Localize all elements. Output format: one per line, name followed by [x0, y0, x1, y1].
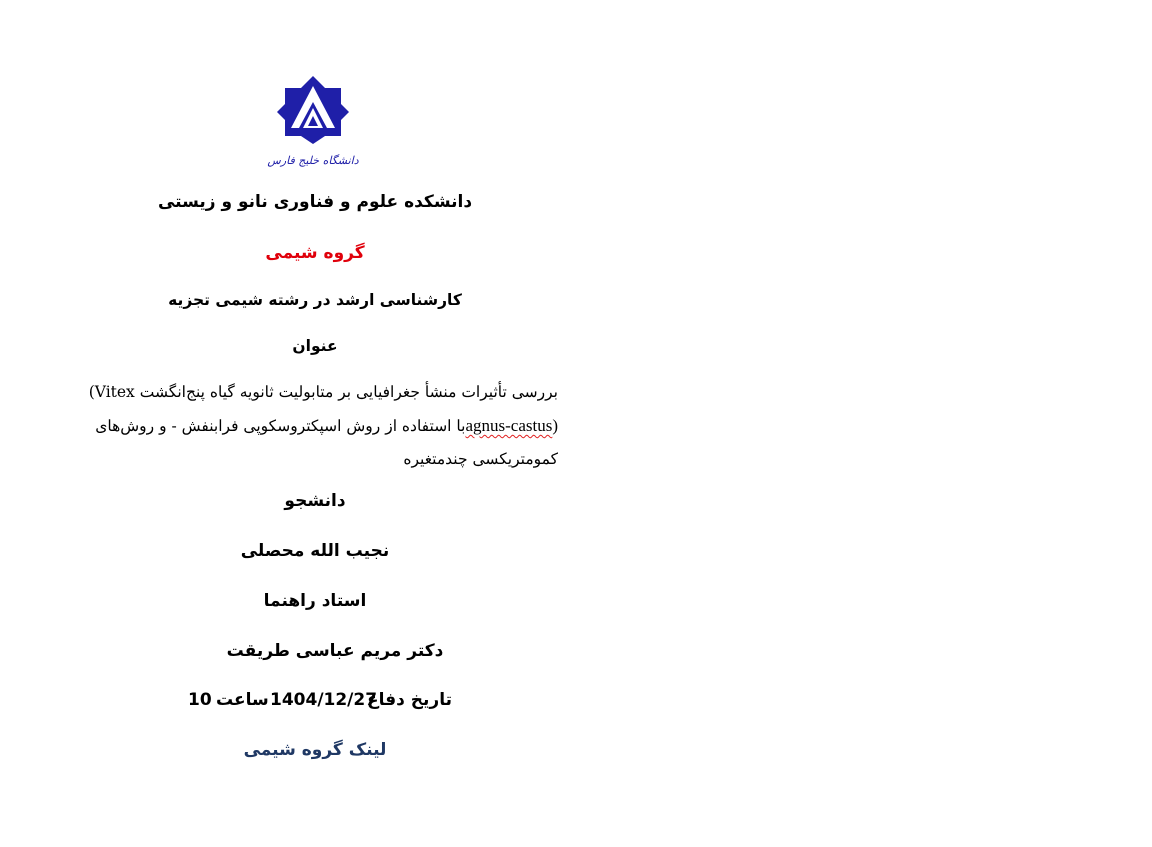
thesis-title-latin-term: agnus-castus [465, 416, 553, 435]
thesis-title [88, 376, 558, 476]
thesis-title-paren: ( [552, 416, 558, 435]
student-label: دانشجو [284, 491, 346, 511]
student-name: نجیب الله محصلی [240, 541, 390, 561]
degree-heading: کارشناسی ارشد در رشته شیمی تجزیه [168, 291, 462, 309]
defense-date-label: تاریخ دفاع [367, 690, 452, 710]
defense-date-value: 1404/12/27 [270, 690, 378, 710]
thesis-title-line-2 [95, 409, 558, 443]
thesis-title-line-3: کمومتریکسی چندمتغیره [403, 450, 558, 468]
faculty-heading: دانشکده علوم و فناوری نانو و زیستی [157, 192, 473, 212]
department-heading: گروه شیمی [265, 243, 365, 263]
defense-time-value: 10 [188, 690, 212, 710]
supervisor-label: استاد راهنما [263, 591, 367, 611]
logo-caption: دانشگاه خلیج فارس [267, 154, 359, 167]
university-logo-icon [267, 72, 359, 172]
chemistry-group-link[interactable]: لینک گروه شیمی [243, 740, 387, 760]
title-label: عنوان [292, 337, 338, 355]
defense-time-label: ساعت [216, 690, 269, 710]
thesis-title-line-1: بررسی تأثیرات منشأ جغرافیایی بر متابولیت ثانویه گیاه پنج‌انگشت Vitex) [88, 383, 558, 401]
defense-info [180, 690, 450, 716]
supervisor-name: دکتر مریم عباسی طریقت [226, 641, 444, 661]
thesis-title-line-2-text: با استفاده از روش اسپکتروسکوپی فرابنفش - و روش‌های [95, 417, 466, 435]
